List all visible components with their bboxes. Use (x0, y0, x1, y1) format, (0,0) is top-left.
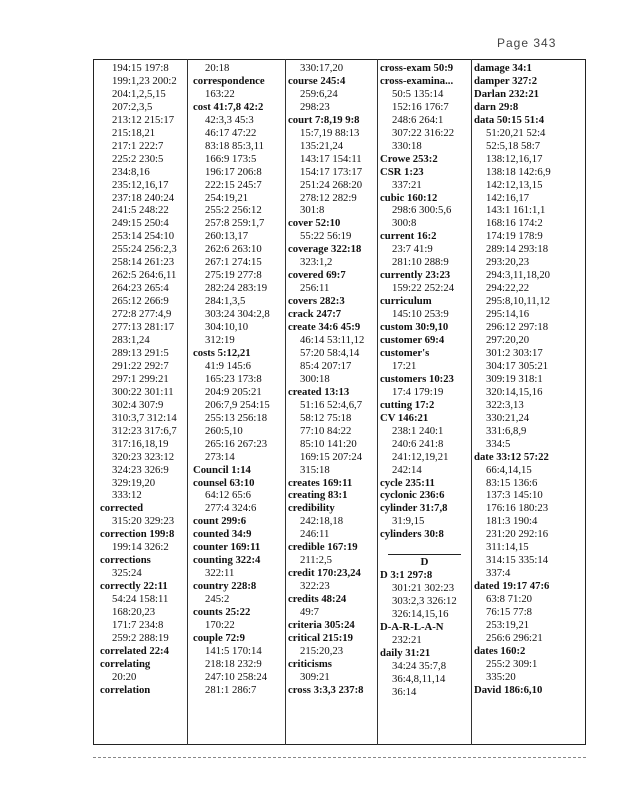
page-reference: 315:18 (300, 463, 330, 476)
page-reference: 50:5 135:14 (392, 87, 444, 100)
page-reference: 326:14,15,16 (392, 608, 449, 621)
page-reference: 49:7 (300, 606, 320, 619)
index-term: D 3:1 297:8 (380, 569, 433, 582)
page-reference: 218:18 232:9 (205, 657, 262, 670)
page-reference: 66:4,14,15 (486, 463, 532, 476)
page-reference: 256:11 (300, 282, 330, 295)
page-reference: 20:20 (112, 670, 137, 683)
page-reference: 312:23 317:6,7 (112, 424, 177, 437)
page-number: Page 343 (497, 36, 557, 50)
page-reference: 34:24 35:7,8 (392, 659, 447, 672)
page-reference: 194:15 197:8 (112, 62, 169, 74)
page-reference: 222:15 245:7 (205, 178, 262, 191)
page-reference: 322:11 (205, 567, 235, 580)
page-reference: 302:4 307:9 (112, 398, 164, 411)
index-term: dated 19:17 47:6 (474, 580, 550, 593)
page-reference: 145:10 253:9 (392, 308, 449, 321)
page-reference: 142:16,17 (486, 191, 530, 204)
page-reference: 334:5 (486, 437, 511, 450)
index-term: course 245:4 (288, 74, 346, 87)
page-reference: 166:9 173:5 (205, 152, 257, 165)
index-term: corrected (100, 502, 144, 515)
page-reference: 23:7 41:9 (392, 243, 433, 256)
index-term: David 186:6,10 (474, 683, 543, 696)
page-reference: 141:5 170:14 (205, 644, 262, 657)
page-reference: 213:12 215:17 (112, 113, 175, 126)
page-reference: 260:13,17 (205, 230, 249, 243)
page-reference: 251:24 268:20 (300, 178, 363, 191)
page-reference: 163:22 (205, 87, 235, 100)
page-reference: 51:16 52:4,6,7 (300, 398, 363, 411)
page-reference: 52:5,18 58:7 (486, 139, 541, 152)
page-reference: 199:14 326:2 (112, 541, 169, 554)
page-reference: 259:6,24 (300, 87, 338, 100)
index-term: coverage 322:18 (288, 243, 362, 256)
index-term: customer's (380, 346, 430, 359)
index-term: covers 282:3 (288, 295, 345, 308)
page-reference: 204:9 205:21 (205, 385, 262, 398)
page-reference: 295:14,16 (486, 308, 530, 321)
page-reference: 76:15 77:8 (486, 606, 533, 619)
page-reference: 254:19,21 (205, 191, 249, 204)
index-column-2 (193, 62, 283, 697)
page-reference: 246:11 (300, 528, 330, 541)
page-reference: 46:17 47:22 (205, 126, 257, 139)
page-reference: 310:3,7 312:14 (112, 411, 177, 424)
index-term: credit 170:23,24 (288, 567, 361, 580)
index-term: dates 160:2 (474, 644, 526, 657)
index-term: D-A-R-L-A-N (380, 620, 444, 633)
page-reference: 256:6 296:21 (486, 631, 543, 644)
page-reference: 289:14 293:18 (486, 243, 549, 256)
page-reference: 275:19 277:8 (205, 269, 262, 282)
index-term: cross-exam 50:9 (380, 62, 454, 74)
page-reference: 176:16 180:23 (486, 502, 549, 515)
page-reference: 17:21 (392, 359, 417, 372)
index-term: counts 25:22 (193, 606, 251, 619)
page-reference: 135:21,24 (300, 139, 344, 152)
page-reference: 248:6 264:1 (392, 113, 444, 126)
page-reference: 170:22 (205, 618, 235, 631)
index-term: creates 169:11 (288, 476, 353, 489)
index-term: cylinder 31:7,8 (380, 502, 448, 515)
page-reference: 241:5 248:22 (112, 204, 169, 217)
index-term: cover 52:10 (288, 217, 341, 230)
page-reference: 174:19 178:9 (486, 230, 543, 243)
page-reference: 225:2 230:5 (112, 152, 164, 165)
page-reference: 320:14,15,16 (486, 385, 543, 398)
page-reference: 83:18 85:3,11 (205, 139, 264, 152)
index-term: cross 3:3,3 237:8 (288, 683, 364, 696)
index-term: credits 48:24 (288, 593, 347, 606)
index-term: correlation (100, 683, 151, 696)
index-term: criticisms (288, 657, 332, 670)
page-reference: 215:20,23 (300, 644, 344, 657)
column-divider (377, 59, 378, 745)
page-reference: 297:1 299:21 (112, 372, 169, 385)
index-term: cost 41:7,8 42:2 (193, 100, 264, 113)
page-reference: 337:21 (392, 178, 422, 191)
index-term: counted 34:9 (193, 528, 252, 541)
page-reference: 137:3 145:10 (486, 489, 543, 502)
page-reference: 330:18 (392, 139, 422, 152)
page-reference: 42:3,3 45:3 (205, 113, 254, 126)
page-reference: 255:2 309:1 (486, 657, 538, 670)
page-reference: 325:24 (112, 567, 142, 580)
index-term: Crowe 253:2 (380, 152, 438, 165)
page-reference: 317:16,18,19 (112, 437, 169, 450)
index-term: court 7:8,19 9:8 (288, 113, 360, 126)
index-term: cubic 160:12 (380, 191, 438, 204)
index-term: correctly 22:11 (100, 580, 168, 593)
page-reference: 169:15 207:24 (300, 450, 363, 463)
page-reference: 215:18,21 (112, 126, 156, 139)
page-reference: 181:3 190:4 (486, 515, 538, 528)
page-reference: 77:10 84:22 (300, 424, 352, 437)
page-reference: 241:12,19,21 (392, 450, 449, 463)
page-reference: 278:12 282:9 (300, 191, 357, 204)
index-term: cross-examina... (380, 74, 454, 87)
index-term: curriculum (380, 295, 432, 308)
page-reference: 58:12 75:18 (300, 411, 352, 424)
page-reference: 324:23 326:9 (112, 463, 169, 476)
page-reference: 294:3,11,18,20 (486, 269, 551, 282)
page-reference: 245:2 (205, 593, 230, 606)
page-reference: 171:7 234:8 (112, 618, 164, 631)
page-reference: 322:3,13 (486, 398, 524, 411)
index-term: cycle 235:11 (380, 476, 435, 489)
index-term: create 34:6 45:9 (288, 321, 361, 334)
page-reference: 168:16 174:2 (486, 217, 543, 230)
page-reference: 295:8,10,11,12 (486, 295, 551, 308)
page-reference: 232:21 (392, 633, 422, 646)
page-reference: 258:14 261:23 (112, 256, 175, 269)
page-reference: 234:8,16 (112, 165, 150, 178)
page-reference: 206:7,9 254:15 (205, 398, 270, 411)
page-reference: 277:4 324:6 (205, 502, 257, 515)
page-reference: 231:20 292:16 (486, 528, 549, 541)
section-letter: D (388, 554, 461, 569)
index-term: cylinders 30:8 (380, 528, 444, 541)
index-term: CSR 1:23 (380, 165, 424, 178)
page-reference: 199:1,23 200:2 (112, 74, 177, 87)
index-term: country 228:8 (193, 580, 257, 593)
page-reference: 304:10,10 (205, 321, 249, 334)
page-reference: 242:18,18 (300, 515, 344, 528)
index-term: counsel 63:10 (193, 476, 255, 489)
page-reference: 41:9 145:6 (205, 359, 252, 372)
bottom-rule (93, 757, 586, 758)
index-column-3 (288, 62, 376, 697)
page-reference: 253:19,21 (486, 618, 530, 631)
page-reference: 330:17,20 (300, 62, 344, 74)
page-reference: 138:12,16,17 (486, 152, 543, 165)
index-term: credible 167:19 (288, 541, 358, 554)
page-reference: 303:24 304:2,8 (205, 308, 270, 321)
page-reference: 159:22 252:24 (392, 282, 455, 295)
page-reference: 85:4 207:17 (300, 359, 352, 372)
page-reference: 283:1,24 (112, 334, 150, 347)
page-reference: 297:20,20 (486, 334, 530, 347)
page-reference: 36:14 (392, 685, 417, 698)
page-reference: 204:1,2,5,15 (112, 87, 166, 100)
page-reference: 253:14 254:10 (112, 230, 175, 243)
index-term: couple 72:9 (193, 631, 245, 644)
page-reference: 273:14 (205, 450, 235, 463)
page-reference: 337:4 (486, 567, 511, 580)
index-term: corrections (100, 554, 151, 567)
index-term: correlating (100, 657, 151, 670)
page-reference: 314:15 335:14 (486, 554, 549, 567)
page-reference: 301:21 302:23 (392, 582, 455, 595)
index-term: Darlan 232:21 (474, 87, 540, 100)
page-reference: 322:23 (300, 580, 330, 593)
page-reference: 31:9,15 (392, 515, 425, 528)
index-term: creating 83:1 (288, 489, 348, 502)
page-reference: 237:18 240:24 (112, 191, 175, 204)
page-reference: 165:23 173:8 (205, 372, 262, 385)
index-term: Council 1:14 (193, 463, 251, 476)
page-reference: 300:18 (300, 372, 330, 385)
spacer (380, 541, 469, 554)
page-reference: 168:20,23 (112, 606, 156, 619)
page-reference: 83:15 136:6 (486, 476, 538, 489)
page-reference: 240:6 241:8 (392, 437, 444, 450)
page-reference: 293:20,23 (486, 256, 530, 269)
page-reference: 329:19,20 (112, 476, 156, 489)
index-column-5 (474, 62, 584, 697)
index-term: correction 199:8 (100, 528, 175, 541)
index-term: correlated 22:4 (100, 644, 169, 657)
index-term: counter 169:11 (193, 541, 261, 554)
page-reference: 272:8 277:4,9 (112, 308, 172, 321)
page-reference: 300:8 (392, 217, 417, 230)
page-reference: 249:15 250:4 (112, 217, 169, 230)
index-term: custom 30:9,10 (380, 321, 449, 334)
column-divider (471, 59, 472, 745)
page-reference: 63:8 71:20 (486, 593, 533, 606)
page-reference: 54:24 158:11 (112, 593, 169, 606)
column-divider (187, 59, 188, 745)
page-reference: 303:2,3 326:12 (392, 595, 457, 608)
index-term: correspondence (193, 74, 265, 87)
page-reference: 330:21,24 (486, 411, 530, 424)
page-reference: 85:10 141:20 (300, 437, 357, 450)
page-reference: 238:1 240:1 (392, 424, 444, 437)
page-reference: 265:12 266:9 (112, 295, 169, 308)
index-column-4 (380, 62, 469, 699)
page-reference: 304:17 305:21 (486, 359, 549, 372)
index-term: darn 29:8 (474, 100, 519, 113)
index-term: customer 69:4 (380, 334, 445, 347)
page-reference: 265:16 267:23 (205, 437, 268, 450)
page-reference: 281:1 286:7 (205, 683, 257, 696)
page-reference: 331:6,8,9 (486, 424, 527, 437)
index-term: crack 247:7 (288, 308, 342, 321)
page-reference: 196:17 206:8 (205, 165, 262, 178)
page-reference: 301:8 (300, 204, 325, 217)
page-reference: 36:4,8,11,14 (392, 672, 446, 685)
page-reference: 242:14 (392, 463, 422, 476)
page-reference: 312:19 (205, 334, 235, 347)
index-term: costs 5:12,21 (193, 346, 251, 359)
page-reference: 15:7,19 88:13 (300, 126, 360, 139)
page-reference: 257:8 259:1,7 (205, 217, 265, 230)
page-reference: 315:20 329:23 (112, 515, 175, 528)
index-term: daily 31:21 (380, 646, 431, 659)
page-reference: 57:20 58:4,14 (300, 346, 360, 359)
page-reference: 335:20 (486, 670, 516, 683)
page-reference: 211:2,5 (300, 554, 332, 567)
index-term: CV 146:21 (380, 411, 429, 424)
page-reference: 262:5 264:6,11 (112, 269, 177, 282)
page-reference: 143:1 161:1,1 (486, 204, 546, 217)
page-reference: 309:21 (300, 670, 330, 683)
page-reference: 307:22 316:22 (392, 126, 455, 139)
index-term: currently 23:23 (380, 269, 451, 282)
page-reference: 296:12 297:18 (486, 321, 549, 334)
index-term: credibility (288, 502, 335, 515)
index-term: cutting 17:2 (380, 398, 435, 411)
page-reference: 64:12 65:6 (205, 489, 252, 502)
page-reference: 309:19 318:1 (486, 372, 543, 385)
page-reference: 282:24 283:19 (205, 282, 268, 295)
page-reference: 320:23 323:12 (112, 450, 175, 463)
page-reference: 142:12,13,15 (486, 178, 543, 191)
page-reference: 267:1 274:15 (205, 256, 262, 269)
page-reference: 294:22,22 (486, 282, 530, 295)
page-reference: 255:13 256:18 (205, 411, 268, 424)
page-reference: 217:1 222:7 (112, 139, 164, 152)
index-term: damper 327:2 (474, 74, 538, 87)
page-reference: 20:18 (205, 62, 230, 74)
page-reference: 333:12 (112, 489, 142, 502)
page-reference: 255:24 256:2,3 (112, 243, 177, 256)
index-term: date 33:12 57:22 (474, 450, 549, 463)
index-term: counting 322:4 (193, 554, 261, 567)
index-column-1 (100, 62, 185, 697)
page-reference: 284:1,3,5 (205, 295, 246, 308)
page-reference: 46:14 53:11,12 (300, 334, 365, 347)
page-reference: 311:14,15 (486, 541, 529, 554)
page-reference: 152:16 176:7 (392, 100, 449, 113)
page-reference: 247:10 258:24 (205, 670, 268, 683)
page-reference: 143:17 154:11 (300, 152, 362, 165)
index-term: cyclonic 236:6 (380, 489, 445, 502)
page-reference: 260:5,10 (205, 424, 243, 437)
page-reference: 301:2 303:17 (486, 346, 543, 359)
page-reference: 281:10 288:9 (392, 256, 449, 269)
index-term: covered 69:7 (288, 269, 346, 282)
page-reference: 277:13 281:17 (112, 321, 175, 334)
page-reference: 138:18 142:6,9 (486, 165, 551, 178)
page-reference: 255:2 256:12 (205, 204, 262, 217)
index-term: current 16:2 (380, 230, 437, 243)
page-reference: 291:22 292:7 (112, 359, 169, 372)
page-reference: 289:13 291:5 (112, 346, 169, 359)
page-reference: 207:2,3,5 (112, 100, 153, 113)
index-term: criteria 305:24 (288, 618, 355, 631)
index-term: critical 215:19 (288, 631, 353, 644)
page-reference: 17:4 179:19 (392, 385, 444, 398)
index-term: count 299:6 (193, 515, 247, 528)
page-reference: 55:22 56:19 (300, 230, 352, 243)
page-reference: 300:22 301:11 (112, 385, 174, 398)
page-reference: 298:23 (300, 100, 330, 113)
page-reference: 235:12,16,17 (112, 178, 169, 191)
page-reference: 323:1,2 (300, 256, 333, 269)
page-reference: 264:23 265:4 (112, 282, 169, 295)
column-divider (285, 59, 286, 745)
page-reference: 262:6 263:10 (205, 243, 262, 256)
index-term: customers 10:23 (380, 372, 454, 385)
index-term: created 13:13 (288, 385, 350, 398)
page-reference: 51:20,21 52:4 (486, 126, 546, 139)
page-reference: 154:17 173:17 (300, 165, 363, 178)
index-term: damage 34:1 (474, 62, 532, 74)
index-term: data 50:15 51:4 (474, 113, 545, 126)
page-reference: 259:2 288:19 (112, 631, 169, 644)
page-reference: 298:6 300:5,6 (392, 204, 452, 217)
